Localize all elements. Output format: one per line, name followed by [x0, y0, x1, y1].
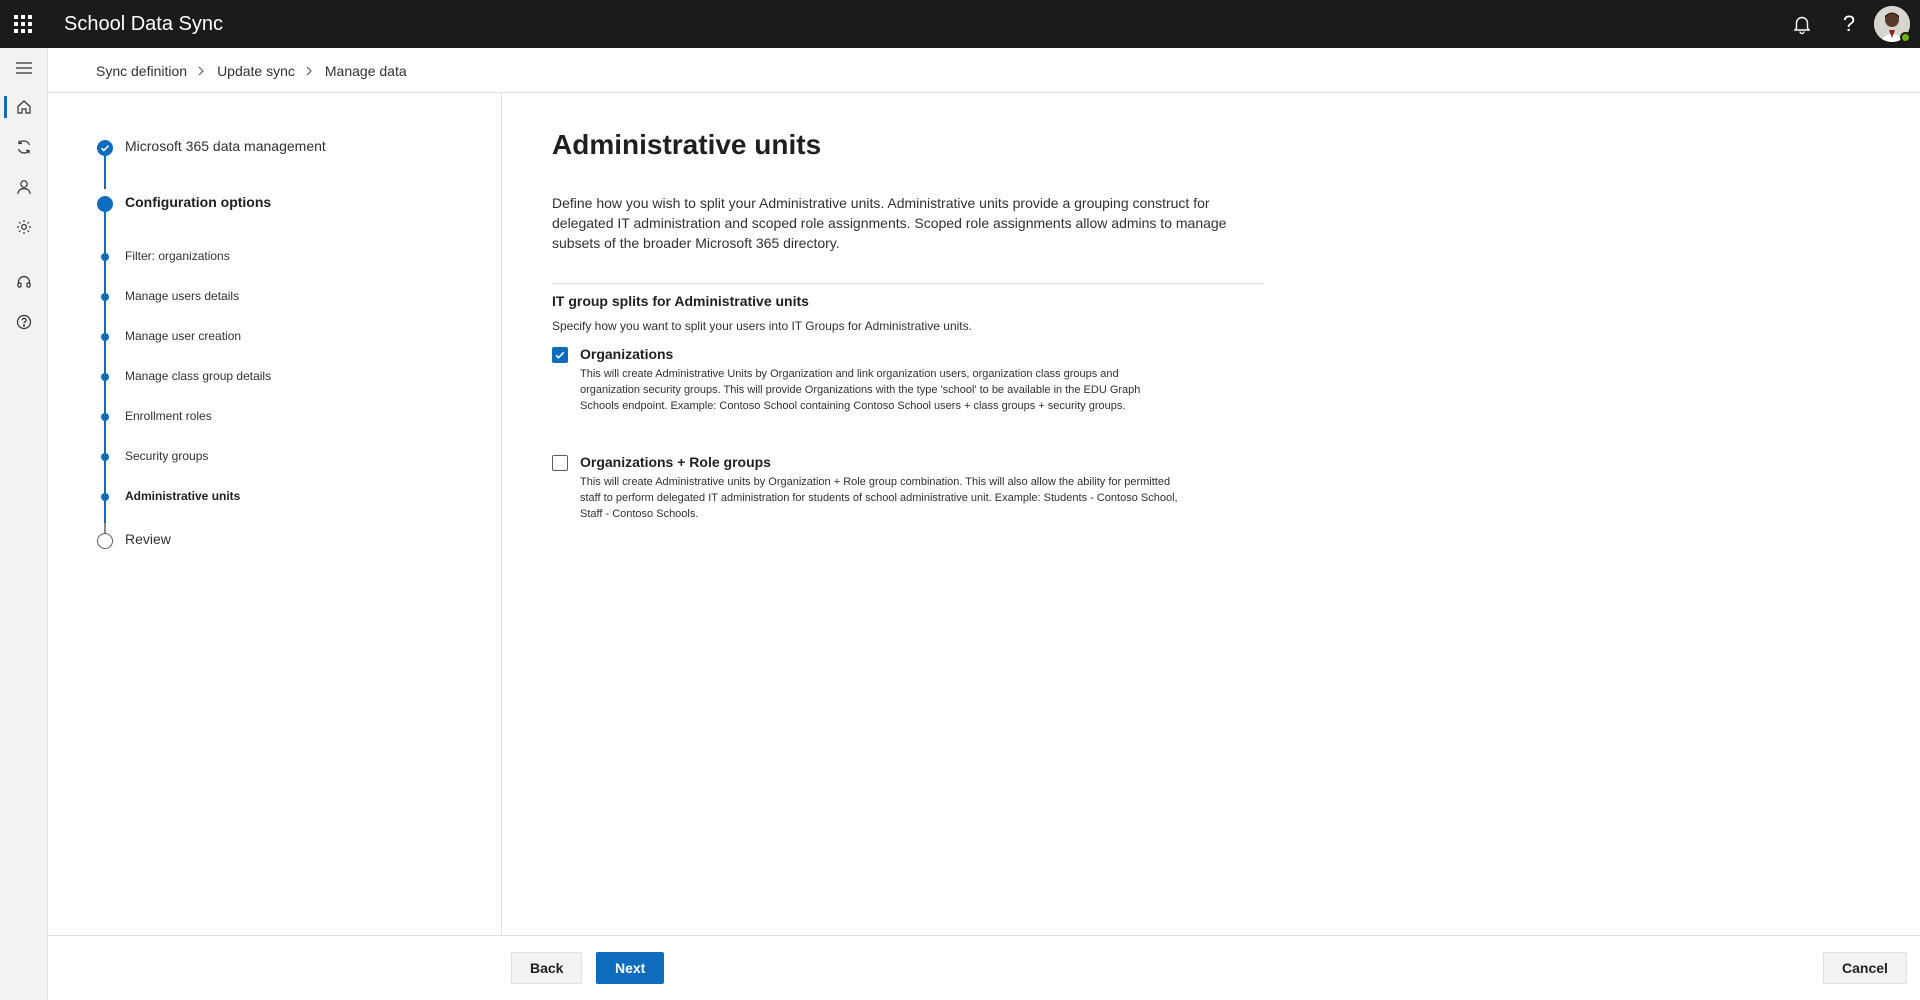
cancel-button[interactable]: Cancel — [1823, 952, 1907, 984]
person-icon[interactable] — [12, 175, 36, 199]
organizations-role-groups-label[interactable]: Organizations + Role groups — [580, 454, 771, 470]
step-connector — [104, 155, 106, 189]
substep-dot-icon — [101, 413, 109, 421]
breadcrumb — [96, 48, 407, 93]
footer-bar — [48, 935, 1920, 1000]
substep-security-groups[interactable]: Security groups — [125, 449, 209, 463]
breadcrumb-bar — [48, 48, 1920, 93]
current-step-icon — [97, 196, 113, 212]
substep-dot-icon — [101, 293, 109, 301]
home-icon[interactable] — [12, 95, 36, 119]
page-title: Administrative units — [552, 129, 822, 160]
organizations-role-groups-description: This will create Administrative units by Organization + Role group combination. This will also allow the ability for permitted staff to perform delegated IT administration for students of school administrative unit. Example: Students - Contoso School, Staff - Contoso Schools. — [580, 476, 1178, 520]
divider — [552, 283, 1264, 284]
help-circle-icon[interactable] — [12, 310, 36, 334]
presence-badge — [1900, 32, 1911, 43]
substep-dot-icon — [101, 373, 109, 381]
page-description: Define how you wish to split your Administrative units. Administrative units provide a grouping construct for delegated IT administration and scoped role assignments. Scoped role assignments allow admins to manage subsets of the broader Microsoft 365 directory. — [552, 195, 1227, 251]
substep-dot-icon — [101, 493, 109, 501]
rail-active-indicator — [4, 96, 7, 118]
left-rail — [0, 48, 48, 1000]
substep-enrollment-roles[interactable]: Enrollment roles — [125, 409, 212, 423]
next-button[interactable]: Next — [596, 952, 664, 984]
app-title[interactable]: School Data Sync — [64, 13, 223, 35]
pending-step-icon — [97, 533, 113, 549]
headset-icon[interactable] — [12, 270, 36, 294]
substep-manage-user-creation[interactable]: Manage user creation — [125, 329, 242, 343]
substep-dot-icon — [101, 253, 109, 261]
sync-icon[interactable] — [12, 135, 36, 159]
organizations-description: This will create Administrative Units by Organization and link organization users, organization class groups and organization security groups. This will provide Organizations with the type 'school' to be available in the EDU Graph Schools endpoint. Example: Contoso School containing Contoso School users + class groups + security groups. — [580, 368, 1141, 412]
step-configuration-options[interactable]: Configuration options — [125, 194, 272, 210]
check-circle-icon — [97, 140, 113, 156]
settings-icon[interactable] — [12, 215, 36, 239]
substep-manage-class-group-details[interactable]: Manage class group details — [125, 369, 272, 383]
section-title: IT group splits for Administrative units — [552, 293, 809, 309]
waffle-icon[interactable] — [12, 12, 36, 36]
step-m365-data-management[interactable]: Microsoft 365 data management — [125, 138, 326, 154]
breadcrumb-manage-data: Manage data — [324, 62, 407, 79]
wizard-steps — [48, 93, 502, 935]
substep-dot-icon — [101, 453, 109, 461]
back-button[interactable]: Back — [511, 952, 582, 984]
organizations-role-groups-checkbox[interactable] — [552, 455, 568, 471]
substep-dot-icon — [101, 333, 109, 341]
menu-icon[interactable] — [12, 56, 36, 80]
bell-icon[interactable] — [1790, 12, 1814, 36]
breadcrumb-sync-definition[interactable]: Sync definition — [96, 62, 188, 79]
step-review[interactable]: Review — [125, 531, 171, 547]
organizations-checkbox[interactable] — [552, 347, 568, 363]
section-subtitle: Specify how you want to split your users into IT Groups for Administrative units. — [552, 319, 972, 333]
substep-filter-organizations[interactable]: Filter: organizations — [125, 249, 230, 263]
breadcrumb-update-sync[interactable]: Update sync — [217, 62, 295, 79]
chevron-right-icon — [197, 66, 207, 76]
chevron-right-icon — [305, 66, 315, 76]
top-bar — [0, 0, 1920, 48]
help-icon[interactable]: ? — [1842, 11, 1856, 36]
substep-manage-users-details[interactable]: Manage users details — [125, 289, 240, 303]
substep-administrative-units[interactable]: Administrative units — [125, 489, 241, 503]
organizations-label[interactable]: Organizations — [580, 346, 674, 362]
